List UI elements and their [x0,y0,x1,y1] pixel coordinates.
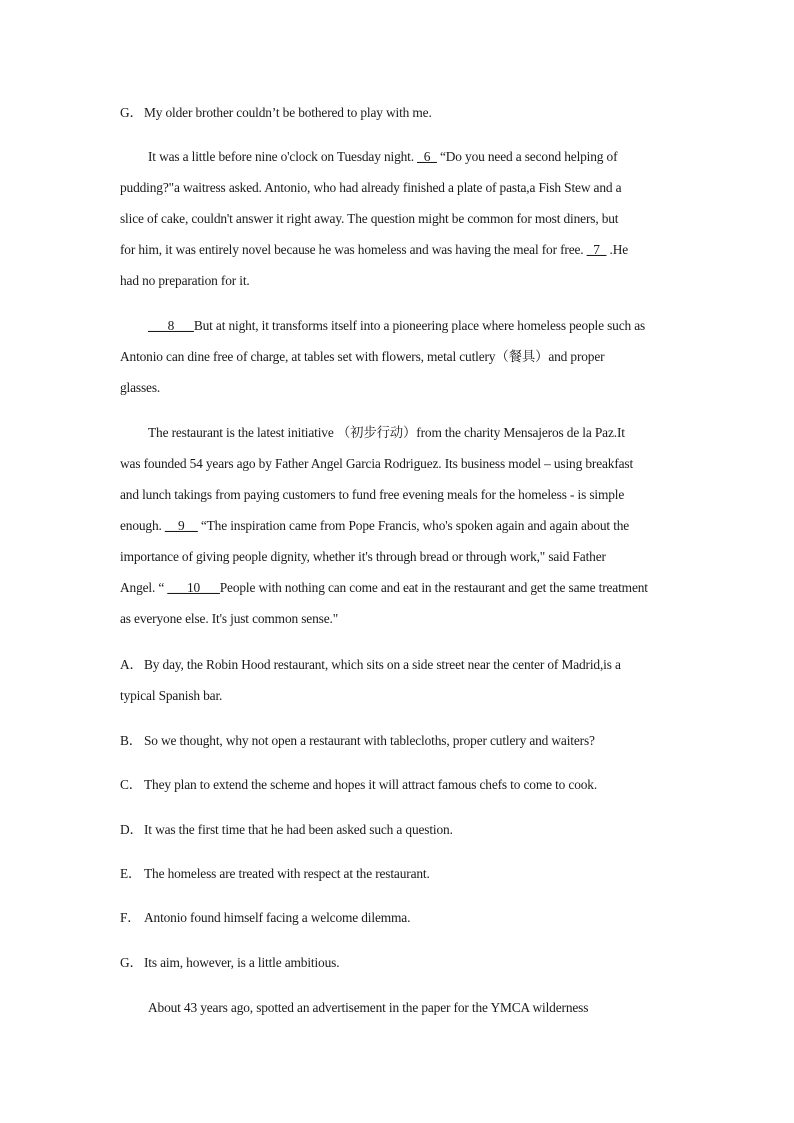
option-g: G．Its aim, however, is a little ambitious. [120,955,340,970]
option-b: B． So we thought, why not open a restaurant with tablecloths, proper cutlery and waiters? [120,733,595,748]
blank-7: _7_ [586,242,607,257]
blank-10: ___10___ [167,580,220,595]
option-label: G． [120,105,143,120]
option-d: D．It was the first time that he had been asked such a question. [120,822,453,837]
option-text: My older brother couldn’t be bothered to play with me. [144,105,432,120]
blank-8: ___8___ [148,318,194,333]
paragraph-2: ___8___But at night, it transforms itself into a pioneering place where homeless people such as Antonio can dine free of charge, at tables set with flowers, metal cutlery（餐具）and proper glasses. [120,318,646,395]
paragraph-3: The restaurant is the latest initiative （初步行动）from the charity Mensajeros de la Paz.It was founded 54 years ago by Father Angel Garcia Rodriguez. Its business model – using breakfast and lunch takings from paying customers to fund free evening meals for the homeless - is simple enough. __9__ “The inspiration came from Pope Francis, who's spoken again and again about the importance of giving people dignity, whether it's through bread or through work," said Father Angel. “ ___10___People with nothing can come and eat in the restaurant and get the same treatment as everyone else. It's just common sense." [120,425,648,626]
blank-6: _6_ [417,149,437,164]
paragraph-4: About 43 years ago, spotted an advertisement in the paper for the YMCA wilderness [148,1000,589,1015]
option-f: F． Antonio found himself facing a welcome dilemma. [120,910,411,925]
option-e: E． The homeless are treated with respect at the restaurant. [120,866,430,881]
option-a: A．By day, the Robin Hood restaurant, which sits on a side street near the center of Madrid,is a typical Spanish bar. [120,657,621,703]
blank-9: __9__ [164,518,198,533]
option-c: C． They plan to extend the scheme and hopes it will attract famous chefs to come to cook. [120,777,598,792]
top-option-g [120,97,676,128]
paragraph-1: It was a little before nine o'clock on Tuesday night. _6_ “Do you need a second helping of pudding?"a waitress asked. Antonio, who had already finished a plate of pasta,a Fish Stew and a slice of cake, couldn't answer it right away. The question might be common for most diners, but for him, it was entirely novel because he was homeless and was having the meal for free. _7_ .He had no preparation for it. [120,149,629,288]
